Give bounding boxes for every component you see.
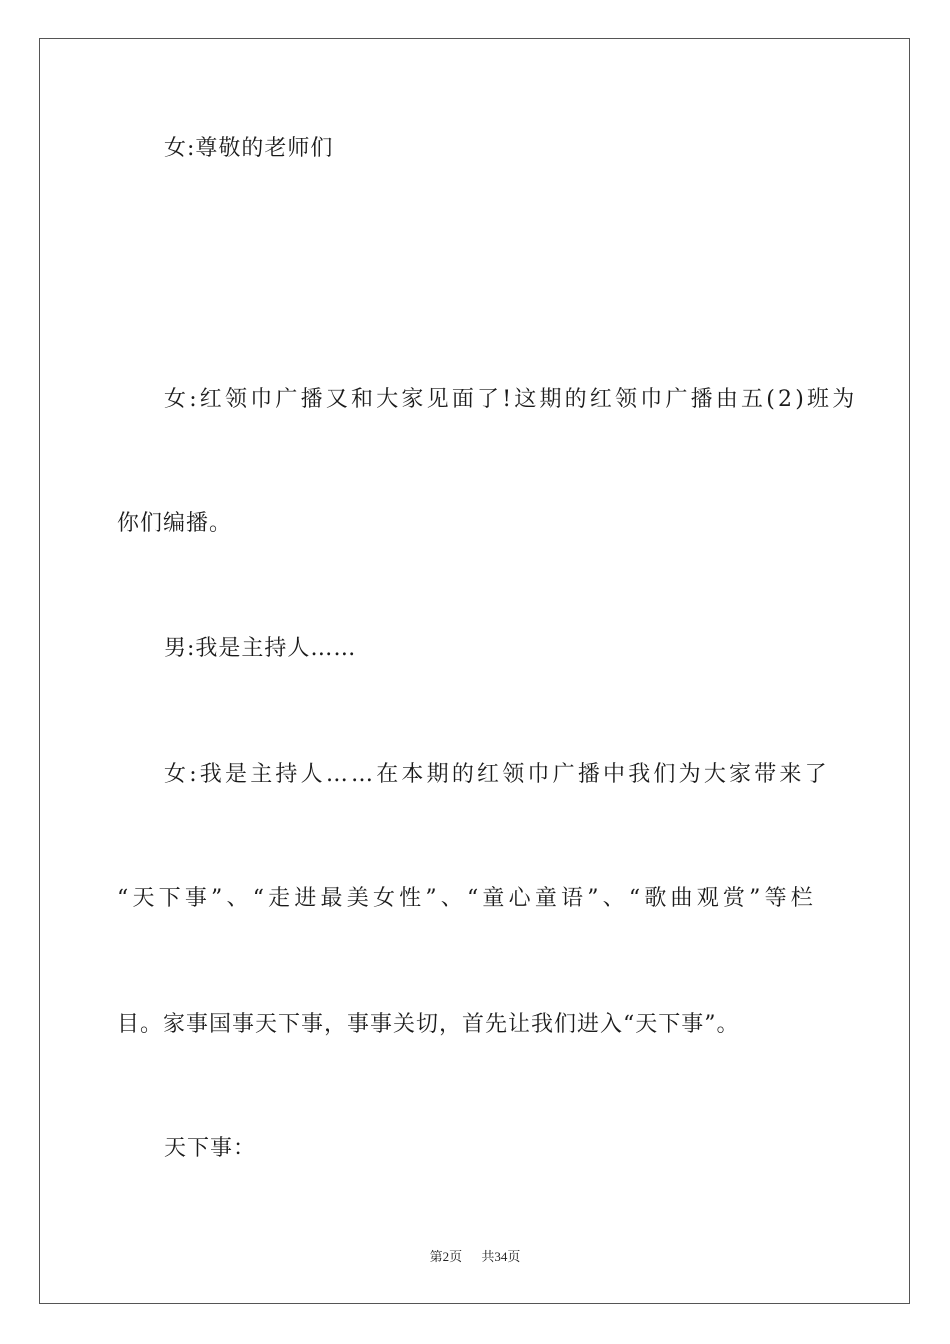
- dialogue-line-4-continued: “天下事”、“走进最美女性”、“童心童语”、“歌曲观赏”等栏: [117, 886, 817, 911]
- page-number: 第2页: [429, 1249, 463, 1264]
- dialogue-line-4-end: 目。家事国事天下事，事事关切，首先让我们进入“天下事”。: [117, 1012, 740, 1037]
- page-total: 共34页: [481, 1249, 521, 1264]
- section-heading-news: 天下事：: [164, 1136, 257, 1161]
- dialogue-line-2: 女:红领巾广播又和大家见面了!这期的红领巾广播由五(2)班为: [164, 387, 858, 412]
- dialogue-line-1: 女:尊敬的老师们: [164, 136, 334, 161]
- dialogue-line-2-continued: 你们编播。: [117, 511, 233, 536]
- page-footer: [0, 1248, 950, 1266]
- page-border: [39, 38, 910, 1304]
- dialogue-line-4: 女:我是主持人……在本期的红领巾广播中我们为大家带来了: [164, 762, 830, 787]
- dialogue-line-3: 男:我是主持人……: [164, 636, 357, 661]
